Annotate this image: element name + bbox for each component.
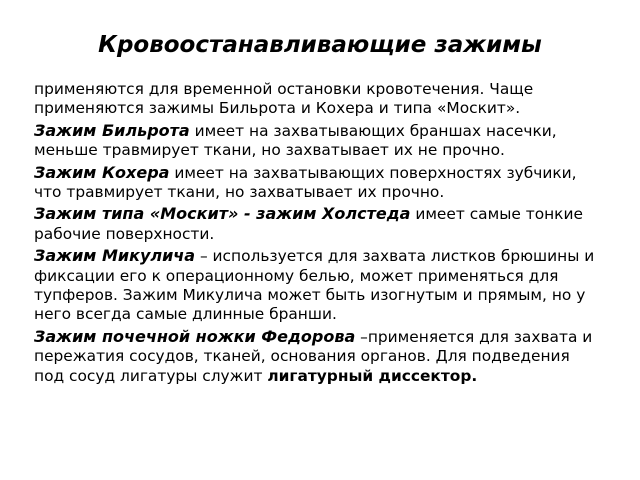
clamp-term: Зажим Кохера	[34, 162, 170, 182]
clamp-description: имеет самые тонкие рабочие поверхности.	[34, 205, 583, 243]
clamp-term: Зажим типа «Москит» - зажим Холстеда	[34, 204, 411, 224]
clamp-description: –применяется для захвата и пережатия сосудов, тканей, основания органов. Для подведения под сосуд лигатуры служит	[34, 327, 593, 385]
slide-title: Кровоостанавливающие зажимы	[98, 32, 542, 58]
clamp-description: имеет на захватывающих поверхностях зубчики, что травмирует ткани, но захватывает их прочно.	[34, 163, 577, 202]
intro-paragraph: применяются для временной остановки кровотечения. Чаще применяются зажимы Бильрота и Кохера и типа «Москит».	[34, 80, 534, 118]
clamp-term: Зажим Микулича	[34, 246, 196, 266]
clamp-mikulicz-paragraph	[34, 246, 604, 325]
ligature-dissector-term: лигатурный диссектор.	[267, 366, 478, 385]
clamp-term: Зажим почечной ножки Федорова	[34, 326, 356, 346]
slide-body	[34, 80, 604, 388]
clamp-description: – используется для захвата листков брюшины и фиксации его к операционному белью, может применяться для тупферов. Зажим Микулича может быть изогнутым и прямым, но у него всегда самые длинные бранши.	[34, 247, 595, 324]
clamp-fedorov-paragraph	[34, 327, 604, 386]
clamp-description: имеет на захватывающих браншах насечки, меньше травмирует ткани, но захватывает их не прочно.	[34, 121, 557, 160]
clamp-mosquito-paragraph	[34, 204, 604, 244]
clamp-kocher-paragraph	[34, 163, 604, 203]
clamp-term: Зажим Бильрота	[34, 120, 190, 140]
clamp-billroth-paragraph	[34, 121, 604, 161]
